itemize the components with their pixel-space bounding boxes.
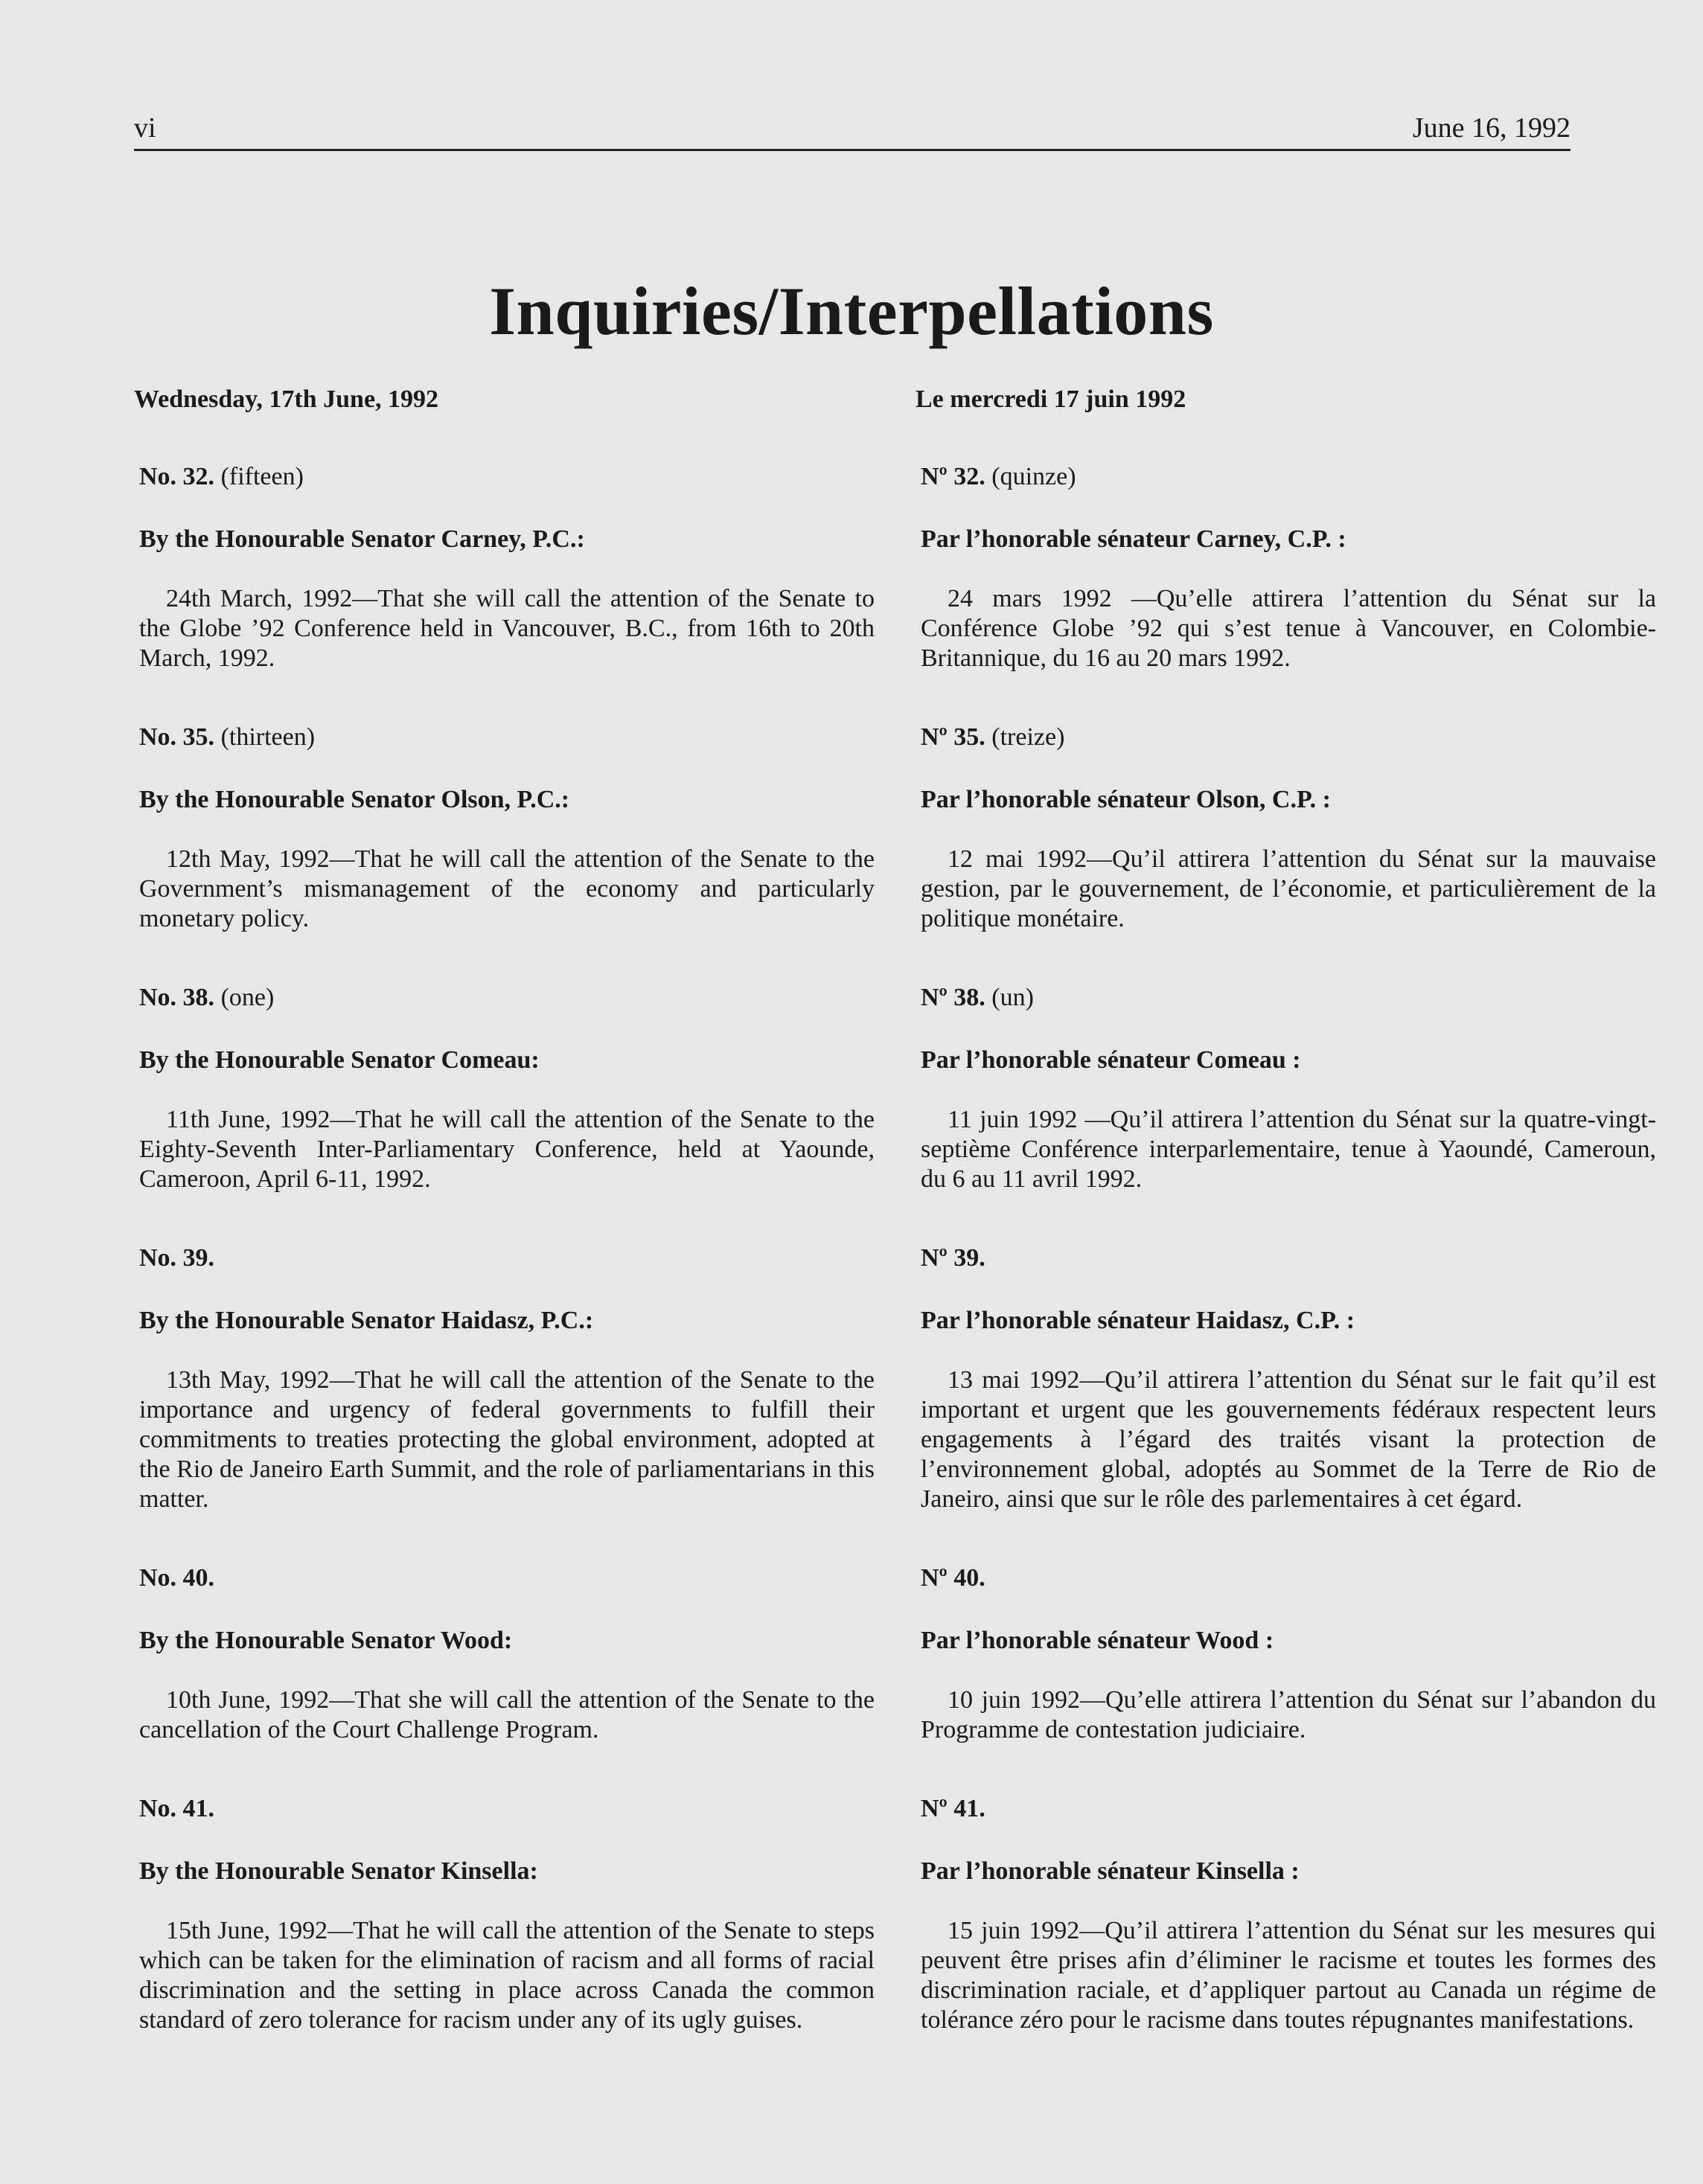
inquiry-number: Nº 41. (921, 1795, 985, 1822)
inquiry-text: 12th May, 1992—That he will call the attention of the Senate to the Government’s mismanagement of the economy and particularly monetary policy. (139, 845, 875, 932)
inquiry-text: 11th June, 1992—That he will call the attention of the Senate to the Eighty-Seventh Inter-Parliamentary Conference, held at Yaounde, Cameroon, April 6-11, 1992. (139, 1106, 875, 1193)
inquiry-entry (134, 1562, 875, 1745)
inquiry-sponsor: Par l’honorable sénateur Kinsella : (921, 1857, 1300, 1885)
inquiry-entry (916, 1562, 1656, 1745)
french-column (916, 383, 1656, 2083)
inquiry-text: 24th March, 1992—That she will call the attention of the Senate to the Globe ’92 Conference held in Vancouver, B.C., from 16th to 20th March, 1992. (139, 585, 875, 672)
sitting-date: Le mercredi 17 juin 1992 (916, 385, 1186, 413)
inquiry-number: No. 38. (one) (139, 984, 275, 1011)
inquiry-number: Nº 35. (treize) (921, 723, 1065, 751)
inquiry-number: No. 35. (thirteen) (139, 723, 316, 751)
header-date: June 16, 1992 (1412, 112, 1571, 144)
inquiry-entry (916, 721, 1656, 934)
inquiry-number: No. 32. (fifteen) (139, 463, 304, 490)
inquiry-sponsor: By the Honourable Senator Wood: (139, 1627, 513, 1654)
page-title: Inquiries/Interpellations (489, 273, 1214, 349)
inquiry-text: 11 juin 1992 —Qu’il attirera l’attention du Sénat sur la quatre-vingt-septième Conférence interparlementaire, tenue à Yaoundé, Cameroun, du 6 au 11 avril 1992. (921, 1106, 1656, 1193)
inquiry-entry (134, 461, 875, 673)
inquiry-number: No. 40. (139, 1564, 215, 1592)
inquiry-text: 13 mai 1992—Qu’il attirera l’attention du Sénat sur le fait qu’il est important et urgent que les gouvernements fédéraux respectent leurs engagements à l’égard des traités visant la protection de l’environnement global, adoptés au Sommet de la Terre de Rio de Janeiro, ainsi que sur le rôle des parlementaires à cet égard. (921, 1366, 1656, 1513)
inquiry-entry (916, 1242, 1656, 1514)
inquiry-number: Nº 40. (921, 1564, 985, 1592)
inquiry-sponsor: Par l’honorable sénateur Olson, C.P. : (921, 786, 1331, 813)
inquiry-sponsor: Par l’honorable sénateur Haidasz, C.P. : (921, 1307, 1355, 1334)
inquiry-entry (916, 1793, 1656, 2035)
inquiry-number: Nº 38. (un) (921, 984, 1034, 1011)
inquiry-text: 15th June, 1992—That he will call the attention of the Senate to steps which can be taken for the elimination of racism and all forms of racial discrimination and the setting in place across Canada the common standard of zero tolerance for racism under any of its ugly guises. (139, 1917, 875, 2034)
inquiry-text: 15 juin 1992—Qu’il attirera l’attention du Sénat sur les mesures qui peuvent être prises afin d’éliminer le racisme et toutes les formes des discrimination raciale, et d’appliquer partout au Canada un régime de tolérance zéro pour le racisme dans toutes répugnantes manifestations. (921, 1917, 1656, 2034)
english-column (134, 383, 875, 2083)
running-head (134, 104, 1571, 151)
inquiry-sponsor: By the Honourable Senator Comeau: (139, 1046, 540, 1074)
inquiry-text: 24 mars 1992 —Qu’elle attirera l’attention du Sénat sur la Conférence Globe ’92 qui s’est tenue à Vancouver, en Colombie-Britannique, du 16 au 20 mars 1992. (921, 585, 1656, 672)
inquiry-number: No. 41. (139, 1795, 215, 1822)
inquiry-number: No. 39. (139, 1244, 215, 1272)
inquiry-sponsor: By the Honourable Senator Haidasz, P.C.: (139, 1307, 594, 1334)
inquiry-text: 10 juin 1992—Qu’elle attirera l’attention du Sénat sur l’abandon du Programme de contestation judiciaire. (921, 1686, 1656, 1743)
inquiry-number: Nº 39. (921, 1244, 985, 1272)
sitting-date: Wednesday, 17th June, 1992 (134, 385, 439, 413)
inquiry-entry (134, 981, 875, 1194)
inquiry-entry (134, 1242, 875, 1514)
inquiry-text: 10th June, 1992—That she will call the attention of the Senate to the cancellation of the Court Challenge Program. (139, 1686, 875, 1743)
page-number: vi (134, 112, 156, 144)
inquiry-sponsor: By the Honourable Senator Carney, P.C.: (139, 525, 585, 553)
inquiry-sponsor: Par l’honorable sénateur Comeau : (921, 1046, 1301, 1074)
inquiry-text: 13th May, 1992—That he will call the attention of the Senate to the importance and urgency of federal governments to fulfill their commitments to treaties protecting the global environment, adopted at the Rio de Janeiro Earth Summit, and the role of parliamentarians in this matter. (139, 1366, 875, 1513)
inquiry-entry (916, 461, 1656, 673)
inquiry-sponsor: Par l’honorable sénateur Wood : (921, 1627, 1274, 1654)
inquiry-entry (916, 981, 1656, 1194)
inquiry-text: 12 mai 1992—Qu’il attirera l’attention du Sénat sur la mauvaise gestion, par le gouvernement, de l’économie, et particulièrement de la politique monétaire. (921, 845, 1656, 932)
inquiry-sponsor: By the Honourable Senator Kinsella: (139, 1857, 538, 1885)
inquiry-entry (134, 721, 875, 934)
inquiry-sponsor: Par l’honorable sénateur Carney, C.P. : (921, 525, 1346, 553)
inquiry-sponsor: By the Honourable Senator Olson, P.C.: (139, 786, 570, 813)
inquiry-number: Nº 32. (quinze) (921, 463, 1076, 490)
inquiry-entry (134, 1793, 875, 2035)
